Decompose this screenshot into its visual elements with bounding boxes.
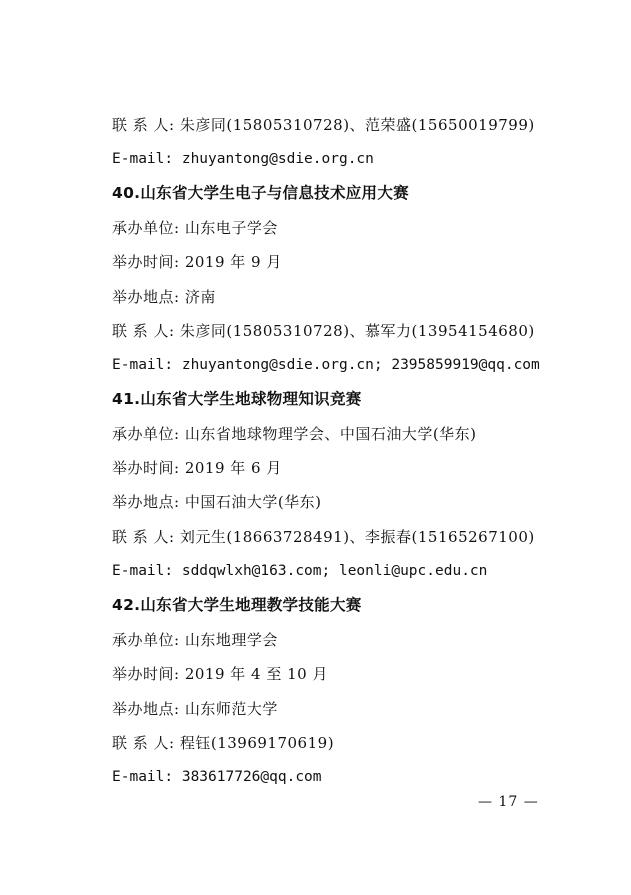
location-line-40: 举办地点: 济南 — [112, 288, 216, 306]
date-line-40: 举办时间: 2019 年 9 月 — [112, 253, 282, 271]
contact-line-39: 联 系 人: 朱彦同(15805310728)、范荣盛(15650019799) — [112, 116, 535, 134]
organizer-line-40: 承办单位: 山东电子学会 — [112, 219, 278, 237]
email-line-40: E-mail: zhuyantong@sdie.org.cn; 2395859919@qq.com — [112, 357, 540, 373]
date-line-42: 举办时间: 2019 年 4 至 10 月 — [112, 665, 328, 683]
location-line-41: 举办地点: 中国石油大学(华东) — [112, 493, 322, 511]
section-heading-42: 42.山东省大学生地理教学技能大赛 — [112, 596, 362, 614]
contact-line-42: 联 系 人: 程钰(13969170619) — [112, 734, 335, 752]
location-line-42: 举办地点: 山东师范大学 — [112, 700, 278, 718]
email-line-39: E-mail: zhuyantong@sdie.org.cn — [112, 151, 374, 167]
organizer-line-41: 承办单位: 山东省地球物理学会、中国石油大学(华东) — [112, 425, 477, 443]
email-line-42: E-mail: 383617726@qq.com — [112, 769, 322, 785]
section-heading-41: 41.山东省大学生地球物理知识竞赛 — [112, 390, 362, 408]
contact-line-40: 联 系 人: 朱彦同(15805310728)、慕军力(13954154680) — [112, 322, 535, 340]
page-number: — 17 — — [478, 794, 539, 810]
email-line-41: E-mail: sddqwlxh@163.com; leonli@upc.edu.cn — [112, 563, 488, 579]
section-heading-40: 40.山东省大学生电子与信息技术应用大赛 — [112, 184, 409, 202]
contact-line-41: 联 系 人: 刘元生(18663728491)、李振春(15165267100) — [112, 528, 535, 546]
date-line-41: 举办时间: 2019 年 6 月 — [112, 459, 282, 477]
organizer-line-42: 承办单位: 山东地理学会 — [112, 631, 278, 649]
